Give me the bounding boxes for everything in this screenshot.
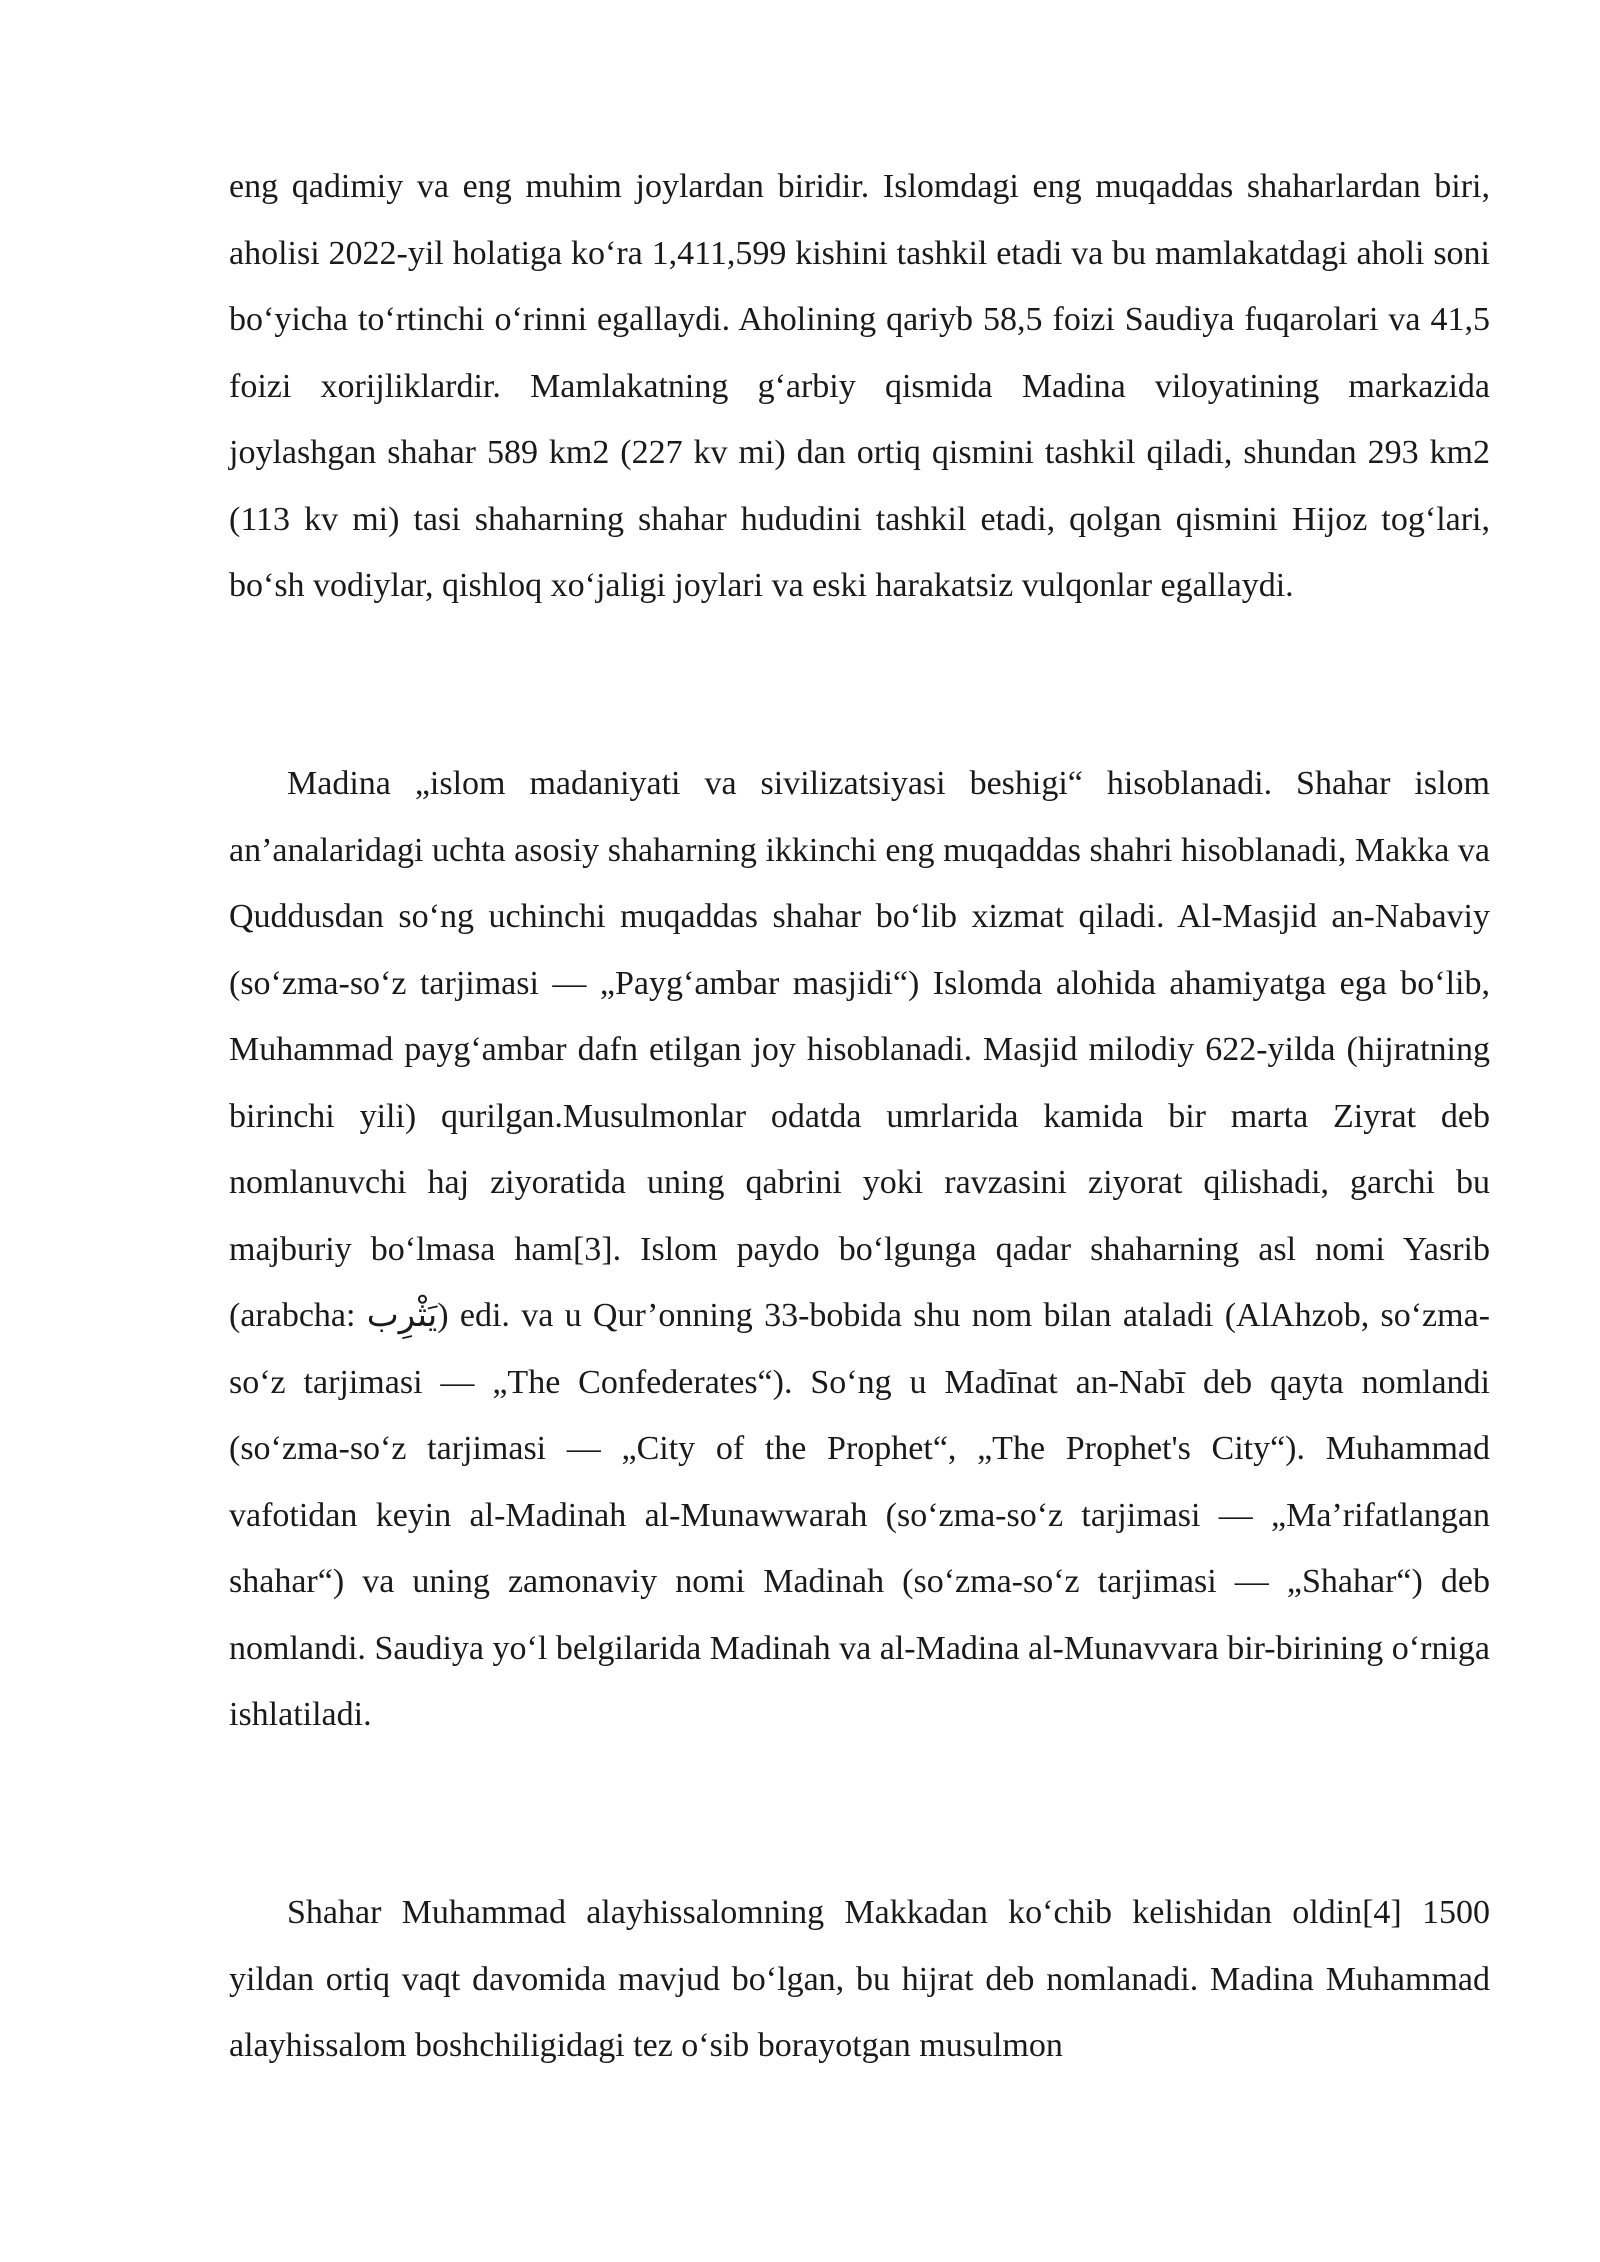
paragraph-text: Shahar Muhammad alayhissalomning Makkadan ko‘chib kelishidan oldin[4] 1500 yildan ortiq vaqt davomida mavjud bo‘lgan, bu hijrat deb nomlanadi. Madina Muhammad alayhissalom boshchiligidagi tez o‘sib borayotgan musulmon xyxy=(229,1894,1490,2064)
paragraph-text: eng qadimiy va eng muhim joylardan biridir. Islomdagi eng muqaddas shaharlardan biri, aholisi 2022-yil holatiga ko‘ra 1,411,599 kishini tashkil etadi va bu mamlakatdagi aholi soni bo‘yicha to‘rtinchi o‘rinni egallaydi. Aholining qariyb 58,5 foizi Saudiya fuqarolari va 41,5 foizi xorijliklardir. Mamlakatning g‘arbiy qismida Madina viloyatining markazida joylashgan shahar 589 km2 (227 kv mi) dan ortiq qismini tashkil qiladi, shundan 293 km2 (113 kv mi) tasi shaharning shahar hududini tashkil etadi, qolgan qismini Hijoz tog‘lari, bo‘sh vodiylar, qishloq xo‘jaligi joylari va eski harakatsiz vulqonlar egallaydi. xyxy=(229,168,1490,604)
paragraph-2 xyxy=(229,751,1490,1749)
paragraph-3 xyxy=(229,1880,1490,2080)
paragraph-text: Madina „islom madaniyati va sivilizatsiyasi beshigi“ hisoblanadi. Shahar islom an’analaridagi uchta asosiy shaharning ikkinchi eng muqaddas shahri hisoblanadi, Makka va Quddusdan so‘ng uchinchi muqaddas shahar bo‘lib xizmat qiladi. Al-Masjid an-Nabaviy (so‘zma-so‘z tarjimasi — „Payg‘ambar masjidi“) Islomda alohida ahamiyatga ega bo‘lib, Muhammad payg‘ambar dafn etilgan joy hisoblanadi. Masjid milodiy 622-yilda (hijratning birinchi yili) qurilgan.Musulmonlar odatda umrlarida kamida bir marta Ziyrat deb nomlanuvchi haj ziyoratida uning qabrini yoki ravzasini ziyorat qilishadi, garchi bu majburiy bo‘lmasa ham[3]. Islom paydo bo‘lgunga qadar shaharning asl nomi Yasrib (arabcha: يَثْرِب) edi. va u Qur’onning 33-bobida shu nom bilan ataladi (AlAhzob, so‘zma-so‘z tarjimasi — „The Confederates“). So‘ng u Madīnat an-Nabī deb qayta nomlandi (so‘zma-so‘z tarjimasi — „City of the Prophet“, „The Prophet's City“). Muhammad vafotidan keyin al-Madinah al-Munawwarah (so‘zma-so‘z tarjimasi — „Ma’rifatlangan shahar“) va uning zamonaviy nomi Madinah (so‘zma-so‘z tarjimasi — „Shahar“) deb nomlandi. Saudiya yo‘l belgilarida Madinah va al-Madina al-Munavvara bir-birining o‘rniga ishlatiladi. xyxy=(229,765,1490,1733)
paragraph-1 xyxy=(229,154,1490,620)
